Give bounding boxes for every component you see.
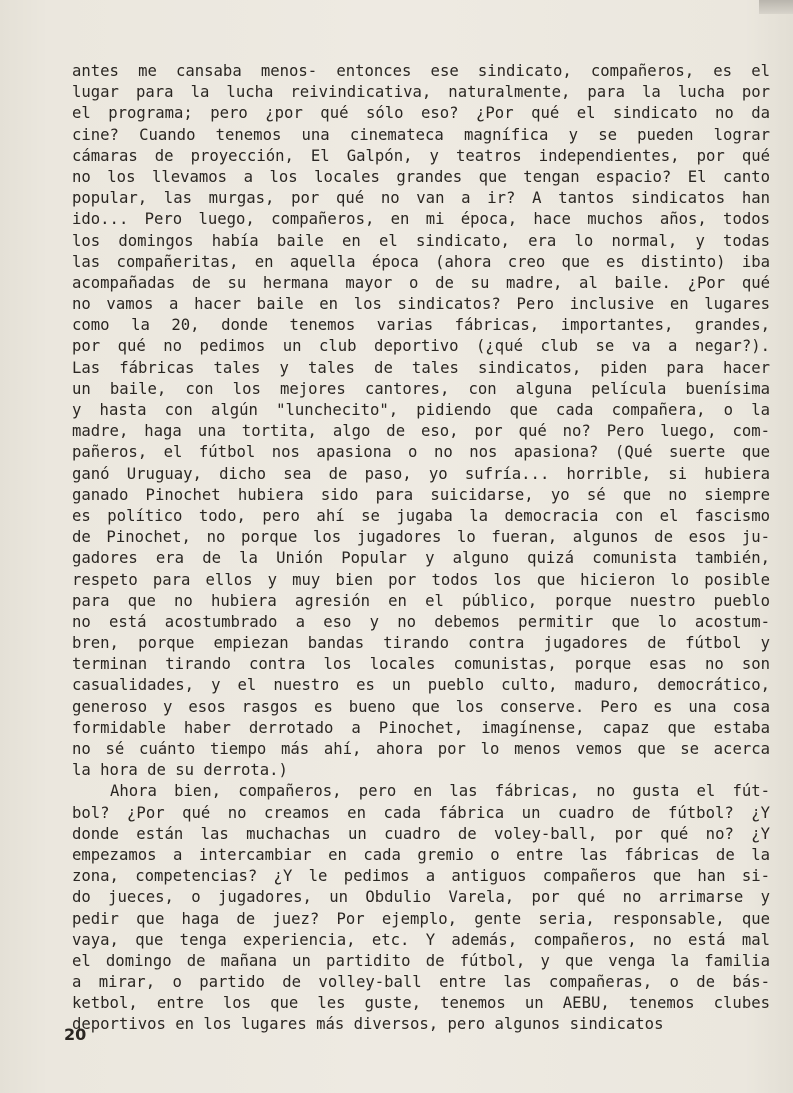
text-line: no los llevamos a los locales grandes que tengan espacio? El canto <box>72 167 770 186</box>
text-line: pedir que haga de juez? Por ejemplo, gente seria, responsable, que <box>72 909 770 928</box>
text-line: por qué no pedimos un club deportivo (¿qué club se va a negar?). <box>72 337 770 356</box>
body-text <box>72 61 770 1036</box>
text-line: no vamos a hacer baile en los sindicatos? Pero inclusive en lugares <box>72 295 770 314</box>
text-line: la hora de su derrota.) <box>72 761 288 780</box>
text-line: como la 20, donde tenemos varias fábricas, importantes, grandes, <box>72 316 770 335</box>
text-line: generoso y esos rasgos es bueno que los conserve. Pero es una cosa <box>72 697 770 716</box>
text-line: para que no hubiera agresión en el público, porque nuestro pueblo <box>72 591 770 610</box>
text-line: formidable haber derrotado a Pinochet, imagínense, capaz que estaba <box>72 718 770 737</box>
text-line: los domingos había baile en el sindicato, era lo normal, y todas <box>72 231 770 250</box>
text-line: terminan tirando contra los locales comunistas, porque esas no son <box>72 655 770 674</box>
text-line: madre, haga una tortita, algo de eso, por qué no? Pero luego, com- <box>72 422 770 441</box>
text-line: antes me cansaba menos- entonces ese sindicato, compañeros, es el <box>72 62 770 80</box>
text-line: ketbol, entre los que les guste, tenemos un AEBU, tenemos clubes <box>72 994 770 1013</box>
text-line: es político todo, pero ahí se jugaba la democracia con el fascismo <box>72 506 770 525</box>
text-line: y hasta con algún "lunchecito", pidiendo que cada compañera, o la <box>72 401 770 419</box>
text-line: a mirar, o partido de volley-ball entre las compañeras, o de bás- <box>72 973 770 992</box>
text-line: empezamos a intercambiar en cada gremio o entre las fábricas de la <box>72 845 770 864</box>
text-line: ido... Pero luego, compañeros, en mi época, hace muchos años, todos <box>72 210 770 229</box>
text-line: Ahora bien, compañeros, pero en las fábricas, no gusta el fút- <box>110 782 770 801</box>
text-line: las compañeritas, en aquella época (ahora creo que es distinto) iba <box>72 252 770 271</box>
text-line: pañeros, el fútbol nos apasiona o no nos apasiona? (Qué suerte que <box>72 443 770 462</box>
text-line: respeto para ellos y muy bien por todos los que hicieron lo posible <box>72 570 770 589</box>
text-line: no está acostumbrado a eso y no debemos permitir que lo acostum- <box>72 612 770 631</box>
text-line: Las fábricas tales y tales de tales sindicatos, piden para hacer <box>72 358 770 377</box>
text-line: do jueces, o jugadores, un Obdulio Varela, por qué no arrimarse y <box>72 888 770 907</box>
text-line: gadores era de la Unión Popular y alguno quizá comunista también, <box>72 549 770 568</box>
text-line: cámaras de proyección, El Galpón, y teatros independientes, por qué <box>72 146 770 165</box>
text-line: ganado Pinochet hubiera sido para suicidarse, yo sé que no siempre <box>72 485 770 504</box>
page-number: 20 <box>64 1025 87 1044</box>
text-line: deportivos en los lugares más diversos, pero algunos sindicatos <box>72 1015 664 1034</box>
text-line: popular, las murgas, por qué no van a ir? A tantos sindicatos han <box>72 189 770 208</box>
text-line: un baile, con los mejores cantores, con alguna película buenísima <box>72 379 770 398</box>
text-line: cine? Cuando tenemos una cinemateca magnífica y se pueden lograr <box>72 125 770 144</box>
text-line: de Pinochet, no porque los jugadores lo fueran, algunos de esos ju- <box>72 528 770 547</box>
text-line: el domingo de mañana un partidito de fútbol, y que venga la familia <box>72 951 770 970</box>
text-line: donde están las muchachas un cuadro de voley-ball, por qué no? ¿Y <box>72 824 770 843</box>
text-line: casualidades, y el nuestro es un pueblo culto, maduro, democrático, <box>72 676 770 695</box>
text-line: bren, porque empiezan bandas tirando contra jugadores de fútbol y <box>72 634 770 653</box>
text-line: bol? ¿Por qué no creamos en cada fábrica un cuadro de fútbol? ¿Y <box>72 803 770 822</box>
text-line: acompañadas de su hermana mayor o de su madre, al baile. ¿Por qué <box>72 273 770 292</box>
page-edge-shadow <box>759 0 793 14</box>
text-line: lugar para la lucha reivindicativa, naturalmente, para la lucha por <box>72 83 770 102</box>
text-line: ganó Uruguay, dicho sea de paso, yo sufría... horrible, si hubiera <box>72 464 770 483</box>
text-line: zona, competencias? ¿Y le pedimos a antiguos compañeros que han si- <box>72 867 770 886</box>
text-line: el programa; pero ¿por qué sólo eso? ¿Por qué el sindicato no da <box>72 104 770 123</box>
text-line: vaya, que tenga experiencia, etc. Y además, compañeros, no está mal <box>72 930 770 949</box>
text-line: no sé cuánto tiempo más ahí, ahora por lo menos vemos que se acerca <box>72 740 770 758</box>
